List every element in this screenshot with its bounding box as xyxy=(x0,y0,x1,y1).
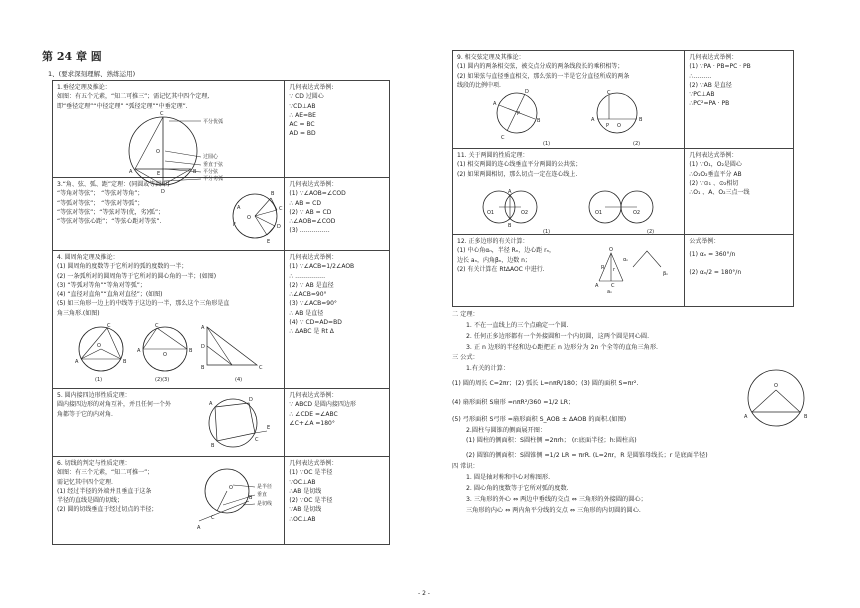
example-line: ∵AB 是切线 xyxy=(289,506,322,514)
row-two-circles xyxy=(453,149,794,235)
inscribed-angle-diagrams xyxy=(57,325,287,385)
theorem-text: “等角对等弦”； “等弦对等角”； xyxy=(57,190,144,198)
point-label: A xyxy=(137,348,141,354)
knowledge-item: 1. 圆是轴对称和中心对称图形. xyxy=(466,473,551,481)
theorem-text: 12. 正多边形的有关计算： xyxy=(457,238,529,245)
theorem-text: (2) 如果两圆相切，那么切点一定在连心线上. xyxy=(457,170,578,178)
theorem-text: 如图：有三个元素，“知二可推一”； xyxy=(57,469,154,477)
theorem-cell xyxy=(453,235,685,307)
point-label: O xyxy=(617,123,621,129)
point-label: A xyxy=(201,325,205,331)
example-line: ∴∠AOB=∠COD xyxy=(289,218,336,226)
point-label: O xyxy=(97,343,101,349)
section-note: 1、(要求深刻理解、熟练运用) xyxy=(48,70,136,78)
example-line: ∴ ΔABC 是 Rt Δ xyxy=(289,328,334,336)
formula-item: 1.有关的计算： xyxy=(466,365,510,373)
label-center: 过圆心 xyxy=(203,154,219,160)
example-line: ∵PC⊥AB xyxy=(689,91,715,99)
example-line: ∠C+∠A =180° xyxy=(289,419,335,427)
example-line: ∵ ABCD 是圆内接四边形 xyxy=(289,401,356,409)
point-label: O xyxy=(163,352,167,358)
theorem-text: (1) 经过半径的外端并且垂直于这条 xyxy=(57,487,152,495)
theorem-text: 即“垂径定理”“中径定理” “弧径定理”“中垂定理”. xyxy=(57,102,188,110)
point-label: B xyxy=(804,414,808,420)
point-label: E xyxy=(267,425,271,431)
point-label: A xyxy=(493,101,497,107)
point-label: B xyxy=(508,223,512,229)
example-line: ∵CD⊥AB xyxy=(289,102,316,110)
example-line: (2) αₙ/2 = 180°/n xyxy=(689,268,742,276)
theorem-item: 1. 不在一直线上的三个点确定一个圆. xyxy=(466,321,569,329)
theorem-text: 半径的直线是圆的切线； xyxy=(57,497,124,505)
point-label: B xyxy=(123,359,127,365)
intersecting-chords-diagrams xyxy=(493,91,673,147)
example-heading: 公式举例： xyxy=(689,238,720,245)
row-perpendicular-diameter xyxy=(53,81,390,178)
example-line: ∴PC²=PA · PB xyxy=(689,100,730,108)
point-label: A xyxy=(129,169,133,175)
point-label: P xyxy=(517,111,521,117)
point-label: A xyxy=(595,283,599,289)
theorem-text: 6. 切线的判定与性质定理： xyxy=(57,460,131,467)
section-heading: 四 常识： xyxy=(452,463,479,471)
point-label: A xyxy=(197,525,201,531)
point-label: D xyxy=(201,344,205,350)
cyclic-quadrilateral-diagram xyxy=(203,393,273,453)
point-label: B xyxy=(189,348,193,354)
point-label: O xyxy=(609,247,613,253)
knowledge-item: 三角形的内心 ⇔ 两内角平分线的交点 ⇔ 三角形的内切圆的圆心. xyxy=(466,506,641,514)
theorem-text: (1) 中心角αₙ，半径 Rₙ，边心距 rₙ， xyxy=(457,247,555,255)
formula-item: (1) 圆的周长 C=2πr；(2) 弧长 L=nπR/180；(3) 圆的面积 S=πr². xyxy=(452,380,639,388)
angle-chord-diagram xyxy=(231,186,281,246)
theorem-text: 角都等于它的内对角. xyxy=(57,410,113,418)
example-cell xyxy=(285,251,390,389)
point-label: C xyxy=(107,323,111,329)
right-theorem-table xyxy=(452,50,794,307)
formula-item: (1) 圆柱的侧面积：S圆柱侧 =2πrh； (r:底面半径；h:圆柱高) xyxy=(466,437,637,445)
example-line: (2) ∵ AB = CD xyxy=(289,208,332,216)
figure-caption: (1) xyxy=(95,377,103,383)
theorem-text: 需记忆其中四个定理. xyxy=(57,478,113,486)
theorem-text: (5) 如三角形一边上的中线等于这边的一半，那么这个三角形是直 xyxy=(57,300,230,308)
point-label: O1 xyxy=(487,210,495,216)
row-inscribed-angle xyxy=(53,251,390,389)
formula-item: (2) 圆锥的侧面积：S圆锥侧 =1/2 LR = πrR. (L=2πr，R 是圆锥母线长；r 是底面半径) xyxy=(466,452,708,460)
example-line: (2) ∵ AB 是直径 xyxy=(289,281,334,289)
example-line: (3) ∵∠ACB=90° xyxy=(289,300,337,308)
point-label: O1 xyxy=(595,210,603,216)
point-label: C xyxy=(279,206,283,212)
example-heading: 几何表达式举例： xyxy=(289,254,338,261)
theorem-cell xyxy=(453,51,685,149)
label-perpendicular: 垂直 xyxy=(257,492,268,498)
label-bisect-chord: 平分弦 xyxy=(203,169,219,175)
theorem-text: (1) 圆内的两条相交弦，被交点分成的两条线段长的乘积相等； xyxy=(457,63,624,71)
theorem-text: (1) 圆周角的度数等于它所对的弧的度数的一半； xyxy=(57,263,188,271)
point-label: aₙ xyxy=(607,289,613,295)
example-line: ∵ CD 过圆心 xyxy=(289,93,324,101)
point-label: B xyxy=(211,443,215,449)
example-line: ∵OC⊥AB xyxy=(289,478,316,486)
example-cell xyxy=(685,51,794,149)
section-heading: 二 定理： xyxy=(452,311,479,318)
example-line: ∴O₁O₂垂直平分 AB xyxy=(689,170,742,178)
label-radius: 是半径 xyxy=(257,484,273,490)
page-number: - 2 - xyxy=(418,590,430,597)
point-label: B xyxy=(193,169,197,175)
example-heading: 几何表达式举例: xyxy=(289,84,334,91)
point-label: F xyxy=(233,222,236,228)
figure-caption: (1) xyxy=(543,229,551,235)
theorem-text: (4) “直径对直角”“直角对直径”；(如图) xyxy=(57,291,163,299)
figure-caption: (2) xyxy=(633,141,641,147)
point-label: C xyxy=(501,135,505,141)
theorem-text: (1) 相交两圆的连心线垂直平分两圆的公共弦； xyxy=(457,161,582,169)
formula-item: (5) 弓形面积 S弓形 =扇形面积 S_AOB ± ΔAOB 的面积.(如图) xyxy=(452,415,627,423)
example-line: ∴……… xyxy=(689,72,712,80)
point-label: B xyxy=(249,495,253,501)
theorem-text: (2) 有关计算在 RtΔAOC 中进行. xyxy=(457,265,545,273)
example-line: ∴∠ACB=90° xyxy=(289,291,327,299)
theorem-cell xyxy=(53,457,285,545)
theorem-text: 1.垂径定理及推论： xyxy=(57,84,111,91)
point-label: P xyxy=(606,123,610,129)
point-label: A xyxy=(591,117,595,123)
example-cell xyxy=(285,178,390,251)
example-line: (1) ∵O₁，O₂是圆心 xyxy=(689,161,742,169)
theorem-text: 4. 圆周角定理及推论： xyxy=(57,254,119,261)
theorem-text: 11. 关于两圆的性质定理： xyxy=(457,152,529,159)
point-label: O xyxy=(774,383,778,389)
theorem-text: “等弦对等弦”；“等弦对等(优，劣)弧”； xyxy=(57,208,165,216)
example-cell xyxy=(685,235,794,307)
left-theorem-table xyxy=(52,80,390,545)
point-label: r xyxy=(613,267,616,273)
example-line: (1) ∵∠AOB=∠COD xyxy=(289,190,346,198)
point-label: O2 xyxy=(633,210,641,216)
theorem-item: 2. 任何正多边形都有一个外接圆和一个内切圆，这两个圆是同心圆. xyxy=(466,332,650,340)
example-cell xyxy=(685,149,794,235)
theorem-text: “等弦对等弦心距”；“等弦心距对等弦”. xyxy=(57,218,162,226)
example-line: ∴ …………… xyxy=(289,272,326,280)
point-label: B xyxy=(537,118,541,124)
chapter-title: 第 24 章 圆 xyxy=(42,50,102,63)
theorem-text: 3.“角、弦、弧、距”定理：(同圆或等圆中) xyxy=(57,181,170,188)
theorem-item: 3. 正 n 边形的半径和边心距把正 n 边形分为 2n 个全等的直角三角形. xyxy=(466,343,659,351)
point-label: D xyxy=(525,89,529,95)
example-line: (1) αₙ = 360°/n xyxy=(689,251,736,259)
example-line: ∴ AB = CD xyxy=(289,199,321,207)
example-line: ∴ AE=BE xyxy=(289,111,316,119)
two-circles-diagrams xyxy=(477,187,677,235)
row-regular-polygon xyxy=(453,235,794,307)
knowledge-item: 3. 三角形的外心 ⇔ 两边中垂线的交点 ⇔ 三角形的外接圆的圆心； xyxy=(466,495,647,503)
point-label: D xyxy=(161,189,165,195)
example-line: (3) …………… xyxy=(289,227,330,235)
figure-caption: (2)(3) xyxy=(155,377,170,383)
point-label: B xyxy=(639,117,643,123)
theorem-text: 5. 圆内接四边形性质定理： xyxy=(57,392,131,399)
row-angle-chord-arc xyxy=(53,178,390,251)
theorem-text: (2) 圆的切线垂直于经过切点的半径； xyxy=(57,506,158,514)
example-line: (4) ∵ CD=AD=BD xyxy=(289,319,342,327)
point-label: E xyxy=(157,171,161,177)
example-cell xyxy=(285,457,390,545)
example-cell xyxy=(285,81,390,178)
point-label: C xyxy=(211,515,215,521)
example-heading: 几何表达式举例： xyxy=(289,181,338,188)
theorem-text: (2) 如果弦与直径垂直相交，那么弦的一半是它分直径所成的两条 xyxy=(457,72,630,80)
point-label: O xyxy=(247,215,251,221)
point-label: A xyxy=(744,414,748,420)
label-arc-minor: 平分劣弧 xyxy=(203,176,224,182)
example-line: AC = BC xyxy=(289,121,315,129)
figure-caption: (2) xyxy=(647,229,655,235)
theorem-text: 9. 相交弦定理及其推论： xyxy=(457,54,525,61)
point-label: O xyxy=(229,485,233,491)
point-label: αₙ xyxy=(623,257,629,263)
example-line: (2) ∵⊙₁ 、⊙₂相切 xyxy=(689,179,739,187)
example-line: ∴ AB 是直径 xyxy=(289,309,324,317)
example-line: ∴AB 是切线 xyxy=(289,487,322,495)
theorem-text: 线段的比例中项. xyxy=(457,81,501,89)
theorem-cell xyxy=(453,149,685,235)
theorem-cell xyxy=(53,251,285,389)
formula-item: (4) 扇形面积 S扇形 =nπR²/360 =1/2 LR； xyxy=(452,398,575,406)
point-label: E xyxy=(267,239,271,245)
figure-caption: (4) xyxy=(235,377,243,383)
theorem-cell xyxy=(53,178,285,251)
point-label: D xyxy=(277,224,281,230)
theorem-text: “等弧对等弦”； “等弦对等弧”； xyxy=(57,199,144,207)
example-line: (1) ∵∠ACB=1/2∠AOB xyxy=(289,263,355,271)
example-line: (1) ∵OC 是半径 xyxy=(289,469,333,477)
label-arc-major: 平分优弧 xyxy=(203,119,224,125)
figure-caption: (1) xyxy=(543,141,551,147)
example-heading: 几何表达式举例： xyxy=(689,54,738,61)
point-label: A xyxy=(508,189,512,195)
example-cell xyxy=(285,389,390,457)
knowledge-item: 2. 圆心角的度数等于它所对弧的度数. xyxy=(466,484,569,492)
point-label: A xyxy=(237,205,241,211)
row-intersecting-chords xyxy=(453,51,794,149)
theorem-text: (3) “等弧对等角”“等角对等弧”； xyxy=(57,281,146,289)
tangent-diagram xyxy=(197,463,287,538)
example-line: (1) ∵PA · PB=PC · PB xyxy=(689,63,751,71)
point-label: C xyxy=(160,111,164,117)
point-label: A xyxy=(209,401,213,407)
segment-area-diagram xyxy=(740,368,820,438)
point-label: C xyxy=(155,323,159,329)
row-cyclic-quadrilateral xyxy=(53,389,390,457)
point-label: O2 xyxy=(521,210,529,216)
point-label: D xyxy=(249,397,253,403)
row-tangent xyxy=(53,457,390,545)
theorem-cell xyxy=(53,389,285,457)
point-label: B xyxy=(271,191,275,197)
point-label: C xyxy=(255,437,259,443)
point-label: C xyxy=(611,283,615,289)
point-label: C xyxy=(607,90,611,96)
point-label: B xyxy=(201,365,205,371)
formula-item: 2.圆柱与圆锥的侧面展开图： xyxy=(466,426,547,434)
regular-polygon-diagram xyxy=(593,245,683,295)
example-line: ∴OC⊥AB xyxy=(289,515,316,523)
label-perpendicular: 垂直于弦 xyxy=(203,162,224,168)
theorem-text: 角三角形.(如图) xyxy=(57,309,100,317)
example-line: ∴O₁ 、A、O₂三点一线 xyxy=(689,189,750,197)
point-label: O xyxy=(156,149,160,155)
example-line: (2) ∵AB 是直径 xyxy=(689,81,732,89)
point-label: βₙ xyxy=(663,271,669,277)
example-line: AD = BD xyxy=(289,130,316,138)
example-line: ∴ ∠CDE =∠ABC xyxy=(289,410,338,418)
point-label: R xyxy=(601,265,605,271)
example-line: (2) ∵OC 是半径 xyxy=(289,497,333,505)
theorem-text: (2) 一条弧所对的圆周角等于它所对的圆心角的一半；(如图) xyxy=(57,272,217,280)
point-label: C xyxy=(259,365,263,371)
example-heading: 几何表达式举例： xyxy=(689,152,738,159)
example-heading: 几何表达式举例： xyxy=(289,392,338,399)
theorem-text: 边长 aₙ，内角βₙ，边数 n； xyxy=(457,256,531,264)
section-heading: 三 公式： xyxy=(452,354,479,362)
theorem-text: 如图：有五个元素，“知二可推三”；需记忆其中四个定理, xyxy=(57,93,210,101)
example-heading: 几何表达式举例： xyxy=(289,460,338,467)
label-tangent: 是切线 xyxy=(257,501,273,507)
point-label: A xyxy=(75,359,79,365)
theorem-text: 圆内接四边形的对角互补，并且任何一个外 xyxy=(57,401,172,409)
